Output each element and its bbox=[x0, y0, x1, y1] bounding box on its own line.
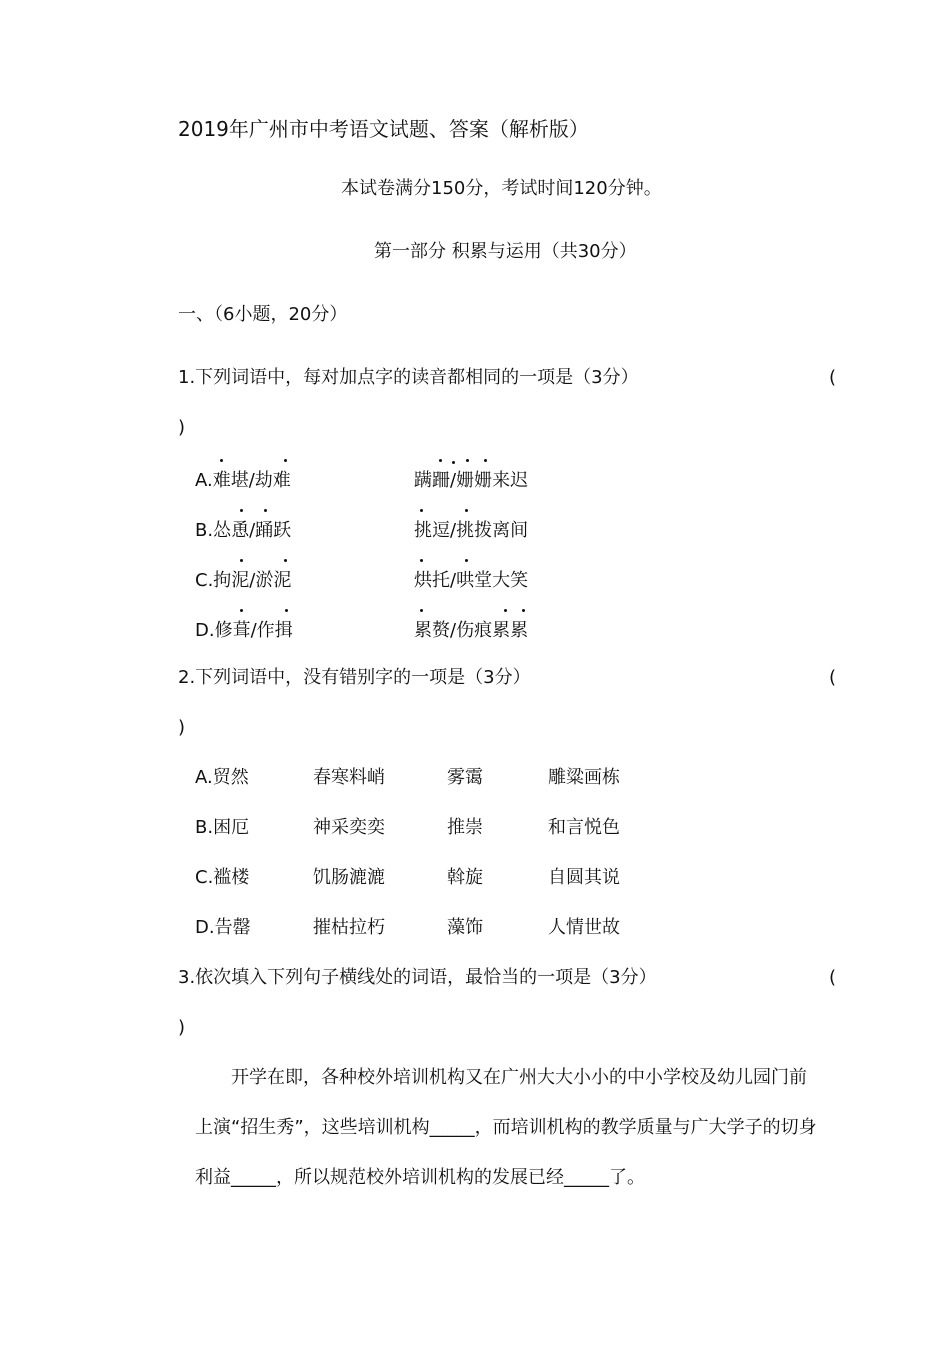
part-heading: 第一部分 积累与运用（共30分） bbox=[374, 241, 637, 262]
answer-paren-close: ) bbox=[178, 417, 186, 438]
emphasis-dot bbox=[284, 559, 287, 562]
answer-paren-open: ( bbox=[829, 967, 837, 988]
emphasis-dot bbox=[484, 459, 487, 462]
q2-row-d-col1: D.告罄 bbox=[195, 917, 251, 938]
q2-row-c-col4: 自圆其说 bbox=[548, 867, 620, 888]
q1-option-b-left: B.怂恿/踊跃 bbox=[195, 520, 292, 541]
exam-note: 本试卷满分150分，考试时间120分钟。 bbox=[341, 178, 662, 199]
q2-row-c-col3: 斡旋 bbox=[447, 867, 483, 888]
q3-passage-line-1: 开学在即，各种校外培训机构又在广州大大小小的中小学校及幼儿园门前 bbox=[195, 1067, 807, 1088]
q1-option-c-left: C.拘泥/淤泥 bbox=[195, 570, 292, 591]
q2-row-d-col2: 摧枯拉朽 bbox=[313, 917, 385, 938]
emphasis-dot bbox=[504, 609, 507, 612]
emphasis-dot bbox=[240, 559, 243, 562]
q2-row-d-col3: 藻饰 bbox=[447, 917, 483, 938]
emphasis-dot bbox=[452, 461, 455, 464]
emphasis-dot bbox=[240, 609, 243, 612]
q2-row-a-col1: A.贸然 bbox=[195, 767, 249, 788]
q1-option-b-right: 挑逗/挑拨离间 bbox=[414, 520, 529, 541]
answer-paren-close: ) bbox=[178, 1017, 186, 1038]
answer-paren-open: ( bbox=[829, 667, 837, 688]
q2-row-b-col1: B.困厄 bbox=[195, 817, 250, 838]
q2-row-b-col4: 和言悦色 bbox=[548, 817, 620, 838]
emphasis-dot bbox=[420, 609, 423, 612]
q1-option-d-left: D.修葺/作揖 bbox=[195, 620, 293, 641]
q2-row-c-col1: C.褴楼 bbox=[195, 867, 250, 888]
answer-paren-close: ) bbox=[178, 717, 186, 738]
question-1-stem: 1.下列词语中，每对加点字的读音都相同的一项是（3分） bbox=[178, 367, 639, 388]
document-title: 2019年广州市中考语文试题、答案（解析版） bbox=[178, 117, 589, 141]
emphasis-dot bbox=[420, 559, 423, 562]
emphasis-dot bbox=[285, 609, 288, 612]
q1-option-d-right: 累赘/伤痕累累 bbox=[414, 620, 529, 641]
q2-row-a-col4: 雕粱画栋 bbox=[548, 767, 620, 788]
answer-paren-open: ( bbox=[829, 367, 837, 388]
q2-row-a-col2: 春寒料峭 bbox=[313, 767, 385, 788]
question-3-stem: 3.依次填入下列句子横线处的词语，最恰当的一项是（3分） bbox=[178, 967, 657, 988]
q1-option-a-right: 蹒跚/姗姗来迟 bbox=[414, 470, 529, 491]
q2-row-b-col3: 推崇 bbox=[447, 817, 483, 838]
q1-option-c-right: 烘托/哄堂大笑 bbox=[414, 570, 529, 591]
emphasis-dot bbox=[465, 509, 468, 512]
emphasis-dot bbox=[466, 459, 469, 462]
emphasis-dot bbox=[220, 459, 223, 462]
q3-passage-line-2: 上演“招生秀”，这些培训机构_____，而培训机构的教学质量与广大学子的切身 bbox=[195, 1117, 817, 1138]
q2-row-b-col2: 神采奕奕 bbox=[313, 817, 385, 838]
emphasis-dot bbox=[264, 509, 267, 512]
q1-option-a-left: A.难堪/劫难 bbox=[195, 470, 291, 491]
q3-passage-line-3: 利益_____，所以规范校外培训机构的发展已经_____了。 bbox=[195, 1167, 645, 1188]
section-heading: 一、（6小题，20分） bbox=[178, 304, 348, 325]
emphasis-dot bbox=[240, 509, 243, 512]
emphasis-dot bbox=[420, 509, 423, 512]
q2-row-d-col4: 人情世故 bbox=[548, 917, 620, 938]
emphasis-dot bbox=[522, 609, 525, 612]
emphasis-dot bbox=[465, 559, 468, 562]
question-2-stem: 2.下列词语中，没有错别字的一项是（3分） bbox=[178, 667, 531, 688]
q2-row-c-col2: 饥肠漉漉 bbox=[313, 867, 385, 888]
emphasis-dot bbox=[439, 459, 442, 462]
emphasis-dot bbox=[284, 459, 287, 462]
q2-row-a-col3: 雾霭 bbox=[447, 767, 483, 788]
